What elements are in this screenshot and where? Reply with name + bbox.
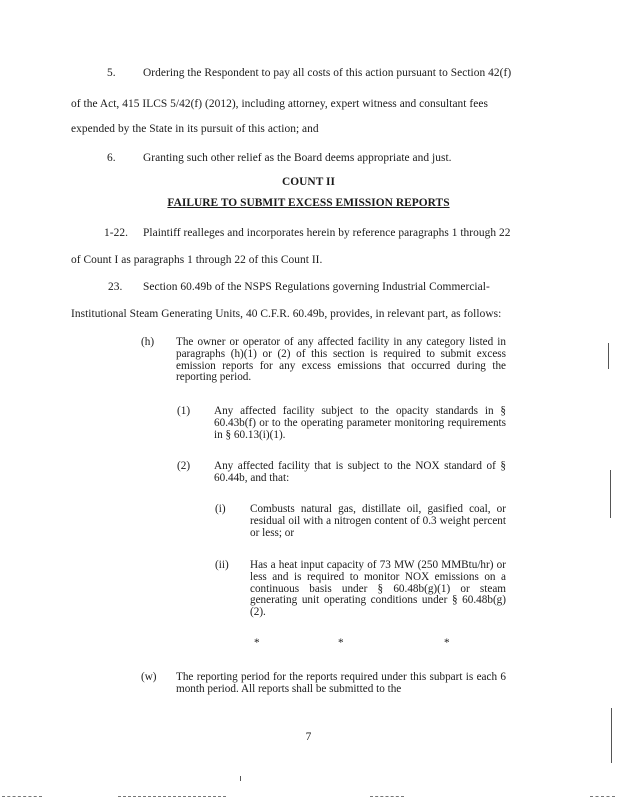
quote-h2-body: Any affected facility that is subject to the NOX standard of § 60.44b, and that: (214, 460, 506, 484)
quote-w-label: (w) (141, 671, 157, 683)
count-title: COUNT II (281, 176, 336, 188)
quote-w-body: The reporting period for the reports required under this subpart is each 6 month period. All reports shall be submitted to the (176, 671, 506, 695)
quote-h-text (176, 337, 506, 384)
para23-number: 23. (108, 281, 123, 293)
quote-h-body: The owner or operator of any affected facility in any category listed in paragraphs (h)(1) or (2) of this section is required to submit excess emission reports for any excess emissions that occurred during the reporting period. (176, 336, 506, 384)
quote-h1-body: Any affected facility subject to the opacity standards in § 60.43b(f) or to the operating parameter monitoring requirements in § 60.13(i)(1). (214, 405, 506, 441)
para122-line2: of Count I as paragraphs 1 through 22 of this Count II. (71, 254, 323, 266)
quote-w-text (176, 672, 506, 696)
quote-ii-body: Has a heat input capacity of 73 MW (250 MMBtu/hr) or less and is required to monitor NOX emissions on a continuous basis under § 60.48b(g)(1) or steam generating unit operating conditions under § 60.48b(g)(2). (250, 559, 506, 619)
scan-artifact-mark (240, 776, 241, 781)
scan-artifact-dash (590, 796, 615, 797)
quote-ii-text (250, 560, 506, 619)
quote-i-text (250, 504, 506, 539)
para23-line1: Section 60.49b of the NSPS Regulations governing Industrial Commercial- (143, 281, 490, 293)
scan-artifact-mark (611, 708, 612, 763)
asterisk-2: * (338, 637, 344, 649)
scan-artifact-dash (2, 796, 42, 797)
quote-h1-text (214, 406, 506, 441)
para6-line1: Granting such other relief as the Board deems appropriate and just. (143, 152, 452, 164)
para23-line2: Institutional Steam Generating Units, 40 C.F.R. 60.49b, provides, in relevant part, as follows: (71, 308, 502, 320)
page-number: 7 (305, 731, 312, 743)
para6-number: 6. (107, 152, 116, 164)
para5-line3: expended by the State in its pursuit of this action; and (71, 123, 319, 135)
para122-line1: Plaintiff realleges and incorporates herein by reference paragraphs 1 through 22 (143, 227, 511, 239)
para122-number: 1-22. (104, 227, 128, 239)
asterisk-3: * (444, 637, 450, 649)
quote-i-label: (i) (215, 503, 226, 515)
para5-line1: Ordering the Respondent to pay all costs of this action pursuant to Section 42(f) (143, 67, 512, 79)
count-subtitle: FAILURE TO SUBMIT EXCESS EMISSION REPORTS (167, 197, 450, 209)
para5-line2: of the Act, 415 ILCS 5/42(f) (2012), including attorney, expert witness and consultant fees (71, 98, 488, 110)
para5-number: 5. (107, 67, 116, 79)
quote-h2-label: (2) (177, 460, 191, 472)
quote-ii-label: (ii) (215, 559, 229, 571)
scan-artifact-mark (610, 470, 611, 518)
quote-i-body: Combusts natural gas, distillate oil, gasified coal, or residual oil with a nitrogen content of 0.3 weight percent or less; or (250, 503, 506, 539)
scan-artifact-mark (608, 343, 609, 369)
asterisk-1: * (254, 637, 260, 649)
quote-h-label: (h) (141, 336, 155, 348)
quote-h2-text (214, 461, 506, 485)
scan-artifact-dash (370, 796, 404, 797)
scan-artifact-dash (118, 796, 226, 797)
quote-h1-label: (1) (177, 405, 191, 417)
